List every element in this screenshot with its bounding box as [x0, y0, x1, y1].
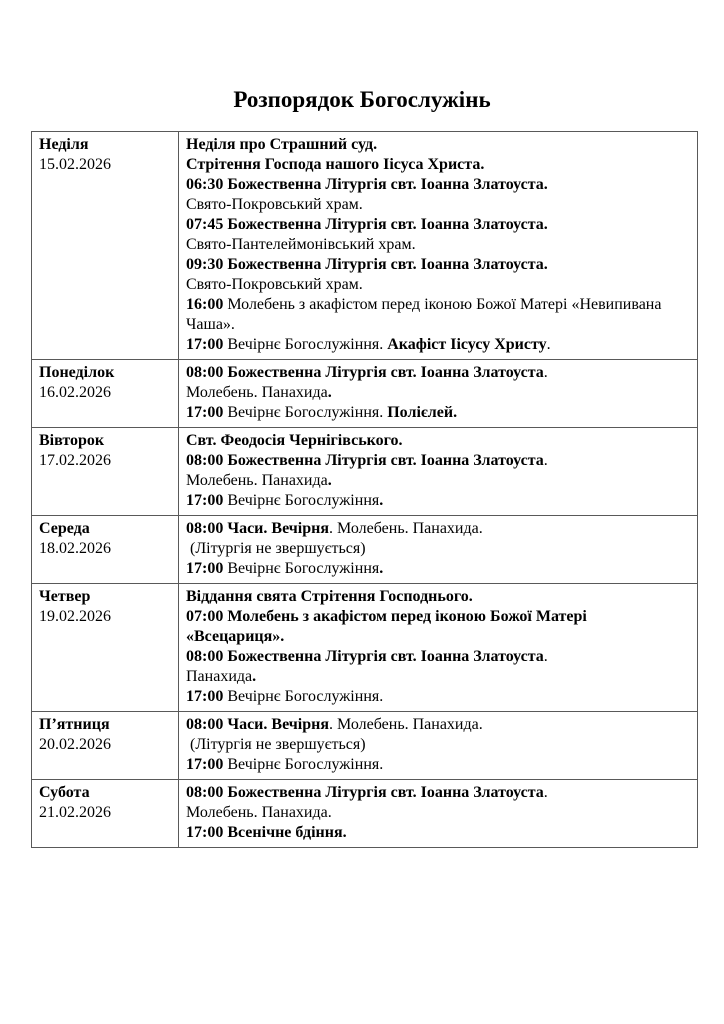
detail-text: Вечірнє Богослужіння.: [227, 336, 388, 353]
detail-line: [186, 587, 689, 607]
table-row: [32, 132, 698, 360]
detail-text: Молебень з акафістом перед іконою Божої Матері «Невипивана Чаша».: [186, 296, 666, 333]
detail-line: [186, 155, 689, 175]
detail-line: [186, 431, 689, 451]
detail-text: .: [543, 648, 548, 665]
detail-text-bold: 17:00: [186, 688, 228, 705]
table-row: [32, 780, 698, 848]
detail-line: [186, 383, 689, 403]
detail-line: [186, 275, 689, 295]
table-row: [32, 712, 698, 780]
table-row: [32, 584, 698, 712]
detail-text: (Літургія не звершується): [186, 736, 366, 753]
day-name: Середа: [39, 520, 90, 537]
details-cell: [179, 516, 698, 584]
detail-text: Панахида: [186, 668, 253, 685]
detail-text-bold: 16:00: [186, 296, 228, 313]
day-cell: [32, 360, 179, 428]
detail-text: .: [543, 452, 548, 469]
detail-line: [186, 235, 689, 255]
day-date: 18.02.2026: [39, 540, 111, 557]
table-row: [32, 428, 698, 516]
detail-line: [186, 519, 689, 539]
detail-line: [186, 783, 689, 803]
day-name: Понеділок: [39, 364, 115, 381]
detail-text-bold: 17:00: [186, 756, 228, 773]
detail-text-bold: 08:00 Божественна Літургія свт. Іоанна Златоуста: [186, 364, 544, 381]
details-cell: [179, 712, 698, 780]
detail-text-bold: Свт. Феодосія Чернігівського.: [186, 432, 403, 449]
detail-text-bold: Віддання свята Стрітення Господнього.: [186, 588, 473, 605]
detail-text-bold: .: [327, 384, 332, 401]
detail-line: [186, 471, 689, 491]
detail-text-bold: 06:30 Божественна Літургія свт. Іоанна Златоуста.: [186, 176, 548, 193]
detail-line: [186, 403, 689, 423]
detail-text: Вечірнє Богослужіння.: [227, 688, 384, 705]
detail-text-bold: 07:45 Божественна Літургія свт. Іоанна Златоуста.: [186, 216, 548, 233]
detail-text-bold: 17:00: [186, 404, 228, 421]
details-cell: [179, 428, 698, 516]
detail-text: Вечірнє Богослужіння.: [227, 404, 384, 421]
detail-text: Молебень. Панахида: [186, 384, 328, 401]
table-row: [32, 516, 698, 584]
detail-line: [186, 295, 689, 335]
schedule-table-body: [32, 132, 698, 848]
details-cell: [179, 584, 698, 712]
details-cell: [179, 780, 698, 848]
detail-line: [186, 335, 689, 355]
detail-line: [186, 175, 689, 195]
detail-line: [186, 755, 689, 775]
day-name: П’ятниця: [39, 716, 110, 733]
day-cell: [32, 428, 179, 516]
detail-line: [186, 255, 689, 275]
detail-text: Свято-Покровський храм.: [186, 276, 363, 293]
detail-line: [186, 363, 689, 383]
detail-line: [186, 451, 689, 471]
detail-text: Молебень. Панахида.: [186, 804, 332, 821]
detail-text-bold: .: [327, 472, 332, 489]
detail-line: [186, 687, 689, 707]
day-cell: [32, 516, 179, 584]
detail-line: [186, 539, 689, 559]
detail-text-bold: 08:00 Божественна Літургія свт. Іоанна Златоуста: [186, 648, 544, 665]
day-date: 20.02.2026: [39, 736, 111, 753]
detail-text: . Молебень. Панахида.: [329, 716, 483, 733]
schedule-table: [31, 131, 698, 848]
detail-line: [186, 135, 689, 155]
table-row: [32, 360, 698, 428]
detail-text-bold: 08:00 Часи. Вечірня: [186, 716, 330, 733]
detail-line: [186, 559, 689, 579]
detail-text-bold: 17:00: [186, 560, 228, 577]
detail-line: [186, 607, 689, 647]
detail-text-bold: .: [379, 560, 384, 577]
detail-line: [186, 667, 689, 687]
detail-text: . Молебень. Панахида.: [329, 520, 483, 537]
detail-text: Вечірнє Богослужіння.: [227, 756, 384, 773]
detail-line: [186, 803, 689, 823]
day-cell: [32, 780, 179, 848]
detail-text: .: [543, 784, 548, 801]
day-cell: [32, 132, 179, 360]
day-date: 19.02.2026: [39, 608, 111, 625]
day-name: Субота: [39, 784, 90, 801]
detail-text-bold: Неділя про Страшний суд.: [186, 136, 378, 153]
day-cell: [32, 712, 179, 780]
detail-text: Молебень. Панахида: [186, 472, 328, 489]
detail-line: [186, 215, 689, 235]
detail-line: [186, 647, 689, 667]
detail-line: [186, 491, 689, 511]
detail-text-bold: 07:00 Молебень з акафістом перед іконою Божої Матері «Всецариця».: [186, 608, 591, 645]
day-name: Неділя: [39, 136, 89, 153]
day-name: Вівторок: [39, 432, 105, 449]
detail-text-bold: .: [252, 668, 257, 685]
detail-text: .: [543, 364, 548, 381]
detail-text-bold: Акафіст Іісусу Христу: [387, 336, 547, 353]
detail-text-bold: Полієлей.: [383, 404, 458, 421]
detail-text-bold: 17:00 Всенічне бдіння.: [186, 824, 347, 841]
detail-text-bold: 08:00 Божественна Літургія свт. Іоанна Златоуста: [186, 452, 544, 469]
day-cell: [32, 584, 179, 712]
detail-text-bold: 09:30 Божественна Літургія свт. Іоанна Златоуста.: [186, 256, 548, 273]
day-date: 16.02.2026: [39, 384, 111, 401]
day-date: 17.02.2026: [39, 452, 111, 469]
detail-text-bold: 17:00: [186, 336, 228, 353]
detail-text-bold: 08:00 Часи. Вечірня: [186, 520, 330, 537]
details-cell: [179, 360, 698, 428]
detail-text: .: [546, 336, 551, 353]
detail-text-bold: Стрітення Господа нашого Іісуса Христа.: [186, 156, 485, 173]
detail-text: Вечірнє Богослужіння: [227, 560, 380, 577]
detail-line: [186, 715, 689, 735]
details-cell: [179, 132, 698, 360]
detail-text-bold: 08:00 Божественна Літургія свт. Іоанна Златоуста: [186, 784, 544, 801]
detail-text: Вечірнє Богослужіння: [227, 492, 380, 509]
detail-text-bold: .: [379, 492, 384, 509]
detail-line: [186, 735, 689, 755]
detail-line: [186, 195, 689, 215]
day-date: 21.02.2026: [39, 804, 111, 821]
detail-text: Свято-Покровський храм.: [186, 196, 363, 213]
detail-text: (Літургія не звершується): [186, 540, 366, 557]
detail-text-bold: 17:00: [186, 492, 228, 509]
page-title: Розпорядок Богослужінь: [233, 87, 491, 112]
day-name: Четвер: [39, 588, 91, 605]
detail-text: Свято-Пантелеймонівський храм.: [186, 236, 416, 253]
day-date: 15.02.2026: [39, 156, 111, 173]
detail-line: [186, 823, 689, 843]
